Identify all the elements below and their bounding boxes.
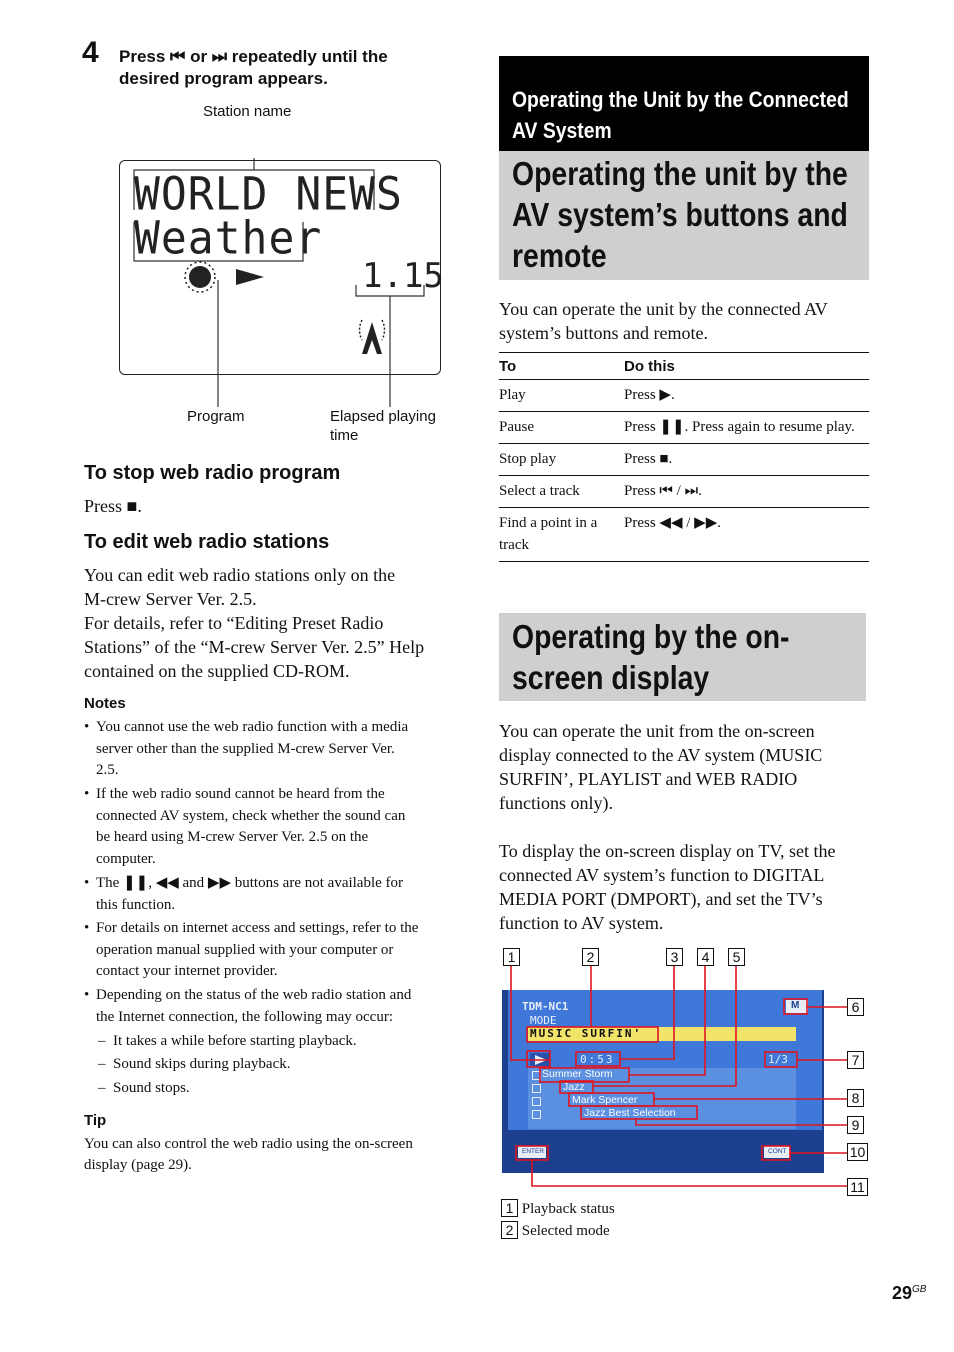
note-item: • You cannot use the web radio function with a media server other than the supplied M-crew Server Ver. 2.5. xyxy=(84,719,409,778)
callout-program: Program xyxy=(187,408,245,425)
osd-cont-label: CONT xyxy=(768,1148,787,1155)
step-number: 4 xyxy=(82,36,99,69)
osd-list-item[interactable]: Mark Spencer xyxy=(572,1094,638,1106)
table-row xyxy=(499,444,869,476)
section-title-line3: remote xyxy=(512,237,607,274)
edit-line: For details, refer to “Editing Preset Radio xyxy=(84,613,384,633)
table-cell: Press ⏮ / ⏭. xyxy=(624,476,869,508)
osd-para1-line: display connected to the AV system (MUSIC xyxy=(499,745,823,765)
callout-number: 3 xyxy=(666,948,683,966)
callout-number: 8 xyxy=(847,1089,864,1107)
osd-mode-label: MODE xyxy=(530,1014,557,1027)
notes-heading: Notes xyxy=(84,695,126,712)
osd-para2-line: connected AV system’s function to DIGITAL xyxy=(499,865,825,885)
tip-line1: You can also control the web radio using the on-screen xyxy=(84,1136,413,1152)
table-header-to: To xyxy=(499,353,624,380)
heading-stop-web-radio: To stop web radio program xyxy=(84,462,341,484)
operations-table xyxy=(499,352,869,562)
callout-number: 4 xyxy=(697,948,714,966)
antenna-icon xyxy=(362,322,382,354)
table-row xyxy=(499,508,869,562)
table-header-do-this: Do this xyxy=(624,353,869,380)
table-cell: Press ■. xyxy=(624,444,869,476)
page-number: $29^{GB}$ xyxy=(892,1283,927,1303)
osd-list-item[interactable]: Summer Storm xyxy=(542,1068,613,1080)
callout-number: 5 xyxy=(728,948,745,966)
edit-line: contained on the supplied CD-ROM. xyxy=(84,661,350,681)
table-cell: Play xyxy=(499,380,624,412)
osd-list-item[interactable]: Jazz xyxy=(563,1081,585,1093)
table-cell: Select a track xyxy=(499,476,624,508)
osd-m-badge-label: M xyxy=(791,1000,800,1011)
stop-instruction: Press ■. xyxy=(84,496,142,516)
note-item: • For details on internet access and settings, refer to the operation manual supplied with your computer or contact your internet provider. xyxy=(84,920,419,979)
table-cell: Press ▶. xyxy=(624,380,869,412)
intro-line2: system’s buttons and remote. xyxy=(499,323,708,343)
intro-line1: You can operate the unit by the connected AV xyxy=(499,299,828,319)
section-title-line2: AV system’s buttons and xyxy=(512,196,848,233)
note-subitem: – It takes a while before starting playback. xyxy=(98,1033,357,1049)
osd-callout-lines xyxy=(500,940,870,1200)
osd-para1-line: You can operate the unit from the on-screen xyxy=(499,721,815,741)
tip-heading: Tip xyxy=(84,1112,107,1129)
callout-number: 1 xyxy=(503,948,520,966)
lcd-line2: Weather xyxy=(134,212,323,266)
table-cell: Find a point in a track xyxy=(499,508,624,562)
table-header-row xyxy=(499,353,869,380)
section-title-box xyxy=(499,151,869,280)
note-subitem: – Sound skips during playback. xyxy=(98,1056,291,1072)
section-title-line1: Operating the unit by the xyxy=(512,155,848,192)
tip-line2: display (page 29). xyxy=(84,1157,192,1173)
table-cell: Pause xyxy=(499,412,624,444)
osd-para1-line: functions only). xyxy=(499,793,613,813)
osd-para1-line: SURFIN’, PLAYLIST and WEB RADIO xyxy=(499,769,798,789)
step-instruction-line2: desired program appears. xyxy=(119,69,328,88)
callout-station-name: Station name xyxy=(203,103,292,120)
section2-title-line1: Operating by the on- xyxy=(512,618,790,655)
edit-line: You can edit web radio stations only on the xyxy=(84,565,396,585)
section-bar xyxy=(499,56,869,151)
table-cell: Press ◀◀ / ▶▶. xyxy=(624,508,869,562)
osd-para2-line: To display the on-screen display on TV, set the xyxy=(499,841,836,861)
table-row xyxy=(499,380,869,412)
table-cell: Stop play xyxy=(499,444,624,476)
osd-title: TDM-NC1 xyxy=(522,1000,569,1013)
section-bar-line2: AV System xyxy=(512,118,612,143)
callout-elapsed-2: time xyxy=(330,427,359,444)
legend-item: 2 Selected mode xyxy=(501,1221,610,1240)
callout-number: 2 xyxy=(582,948,599,966)
edit-line: M-crew Server Ver. 2.5. xyxy=(84,589,257,609)
section2-title-line2: screen display xyxy=(512,659,710,696)
osd-enter-label: ENTER xyxy=(522,1148,545,1155)
callout-number: 11 xyxy=(847,1178,868,1196)
note-item: • Depending on the status of the web radio station and the Internet connection, the following may occur: xyxy=(84,987,412,1025)
heading-edit-web-radio: To edit web radio stations xyxy=(84,531,330,553)
note-item: • If the web radio sound cannot be heard from the connected AV system, check whether the sound can be heard using M-crew Server Ver. 2.5 on the computer. xyxy=(84,786,406,867)
callout-number: 6 xyxy=(847,998,864,1016)
program-icon xyxy=(189,266,211,288)
callout-number: 7 xyxy=(847,1051,864,1069)
callout-number: 10 xyxy=(847,1143,868,1161)
section2-title-box xyxy=(499,613,866,701)
table-row xyxy=(499,476,869,508)
lcd-elapsed-time: 1.15 xyxy=(362,256,444,296)
legend-item: 1 Playback status xyxy=(501,1199,615,1218)
lcd-line1: WORLD NEWS xyxy=(134,168,403,222)
play-indicator-icon xyxy=(236,269,264,285)
osd-track-count: 1/3 xyxy=(768,1053,788,1066)
note-subitem: – Sound stops. xyxy=(98,1080,190,1096)
edit-line: Stations” of the “M-crew Server Ver. 2.5” Help xyxy=(84,637,425,657)
table-row xyxy=(499,412,869,444)
callout-elapsed-1: Elapsed playing xyxy=(330,408,436,425)
osd-para2-line: function to AV system. xyxy=(499,913,664,933)
osd-para2-line: MEDIA PORT (DMPORT), and set the TV’s xyxy=(499,889,823,909)
osd-elapsed-time: 0:53 xyxy=(580,1053,615,1066)
osd-list-item[interactable]: Jazz Best Selection xyxy=(584,1107,676,1119)
section-bar-line1: Operating the Unit by the Connected xyxy=(512,87,849,112)
table-cell: Press ❚❚. Press again to resume play. xyxy=(624,412,869,444)
note-item: • The ❚❚, ◀◀ and ▶▶ buttons are not available for this function. xyxy=(84,875,404,913)
step-instruction-line1: Press ⏮ or ⏭ repeatedly until the xyxy=(119,47,388,66)
lcd-callout-lines xyxy=(110,150,455,410)
callout-number: 9 xyxy=(847,1116,864,1134)
osd-mode-value: MUSIC SURFIN' xyxy=(530,1027,643,1040)
